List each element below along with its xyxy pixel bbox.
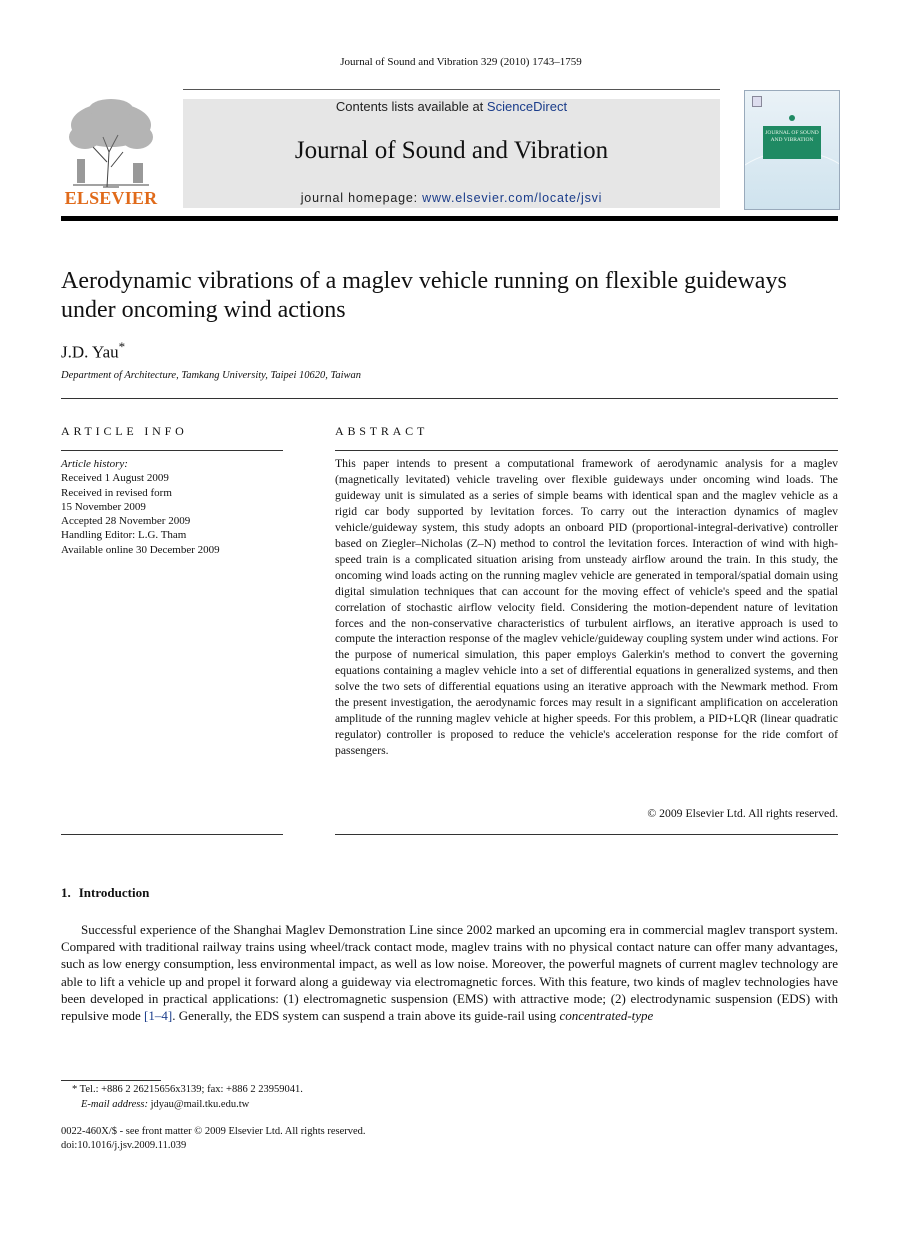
footnote-rule (61, 1080, 161, 1081)
cover-corner-mark (752, 96, 762, 107)
journal-title: Journal of Sound and Vibration (294, 137, 609, 164)
intro-italic-term: concentrated-type (559, 1008, 654, 1024)
article-title: Aerodynamic vibrations of a maglev vehicle running on flexible guideways under oncoming wind actions (61, 268, 787, 323)
history-item: Received in revised form (61, 486, 172, 499)
header-divider (183, 89, 720, 90)
cover-emblem-icon (789, 115, 795, 121)
homepage-line (183, 191, 720, 205)
doi-line[interactable]: doi:10.1016/j.jsv.2009.11.039 (61, 1140, 187, 1151)
author-affiliation: Department of Architecture, Tamkang University, Taipei 10620, Taiwan (61, 370, 362, 381)
history-item: Received 1 August 2009 (61, 472, 169, 485)
contents-prefix: Contents lists available at (335, 99, 487, 114)
history-label: Article history: (61, 458, 128, 470)
author-text: J.D. Yau (61, 342, 119, 362)
citation-link[interactable]: [1–4] (144, 1008, 173, 1024)
intro-text-part: Successful experience of the Shanghai Maglev Demonstration Line since 2002 marked an upcoming era in commercial maglev transport system. Compared with traditional railway trains using wheel/track contact mode, maglev trains with no physical contact nature can offer many advantages, such as low energy consumption, less environmental impact, as well as low noise. Moreover, the powerful magnets of current maglev technology are able to lift a vehicle up and propel it forward along a guideway via electromagnetic forces. With this feature, two kinds of maglev technologies have been developed in practical applications: (1) electromagnetic suspension (EMS) with attractive mode; (2) electrodynamic suspension (EDS) with repulsive mode (61, 922, 838, 1024)
abstract-heading: ABSTRACT (335, 424, 429, 438)
article-info-top-rule (61, 450, 283, 451)
email-label: E-mail address: (81, 1099, 148, 1110)
email-address[interactable]: jdyau@mail.tku.edu.tw (147, 1099, 250, 1110)
history-item: 15 November 2009 (61, 500, 146, 513)
abstract-text: This paper intends to present a computational framework of aerodynamic analysis for a maglev (magnetically levitated) vehicle traveling over flexible guideways under oncoming wind loads. The guideway unit is simulated as a series of simple beams with identical span and the maglev vehicle as a rigid car body supported by levitation forces. To carry out the interaction dynamics of maglev vehicle/guideway system, this study adopts an onboard PID (proportional-integral-derivative) controller based on Ziegler–Nicholas (Z–N) method to control the levitation forces. Interaction of wind with high-speed train is a complicated situation arising from unsteady airflow around the train. In this study, the oncoming wind loads acting on the running maglev vehicle are generated in temporal/spatial domain using digital simulation techniques that can account for the moving effect of vehicle's speed and the spatial correlation of stochastic airflow velocity field. Considering the motion-dependent nature of levitation forces and the non-conservative characteristics of turbulent airflows, an iterative approach is used to compute the interaction response of the maglev vehicle/guideway coupling system under wind actions. For the purpose of numerical simulation, this paper employs Galerkin's method to convert the governing equations containing a maglev vehicle into a set of differential equations in generalized systems, and then solve the two sets of differential equations using an iterative approach with the Newmark method. From the present investigation, the aerodynamic forces may result in a significant amplification on acceleration amplitude of the running maglev vehicle at higher speeds. For this problem, a PID+LQR (linear quadratic regulator) controller is proposed to reduce the vehicle's acceleration response for the ride comfort of passengers. (335, 457, 838, 758)
journal-banner (183, 99, 720, 208)
cover-title-box: JOURNAL OF SOUND AND VIBRATION (763, 126, 821, 159)
intro-text-part: . Generally, the EDS system can suspend a train above its guide-rail using (172, 1008, 560, 1024)
introduction-paragraph (61, 921, 838, 1024)
section-number: 1. (61, 885, 71, 900)
journal-cover-thumbnail[interactable] (744, 90, 840, 210)
article-info-bottom-rule (61, 834, 283, 835)
history-item: Available online 30 December 2009 (61, 543, 220, 556)
elsevier-wordmark: ELSEVIER (64, 188, 158, 208)
footnote-contact: * Tel.: +886 2 26215656x3139; fax: +886 2 23959041. (72, 1084, 303, 1095)
author-name (61, 339, 125, 363)
history-item: Accepted 28 November 2009 (61, 515, 191, 528)
elsevier-tree-icon (63, 97, 159, 189)
section-title: Introduction (78, 885, 150, 900)
contents-line (183, 99, 720, 114)
homepage-link[interactable]: www.elsevier.com/locate/jsvi (422, 191, 603, 205)
footnote-email (81, 1099, 249, 1110)
abstract-copyright: © 2009 Elsevier Ltd. All rights reserved. (647, 807, 838, 820)
article-info-heading: ARTICLE INFO (61, 424, 188, 438)
history-item: Handling Editor: L.G. Tham (61, 529, 187, 542)
abstract-bottom-rule (335, 834, 838, 835)
journal-reference: Journal of Sound and Vibration 329 (2010) 1743–1759 (340, 56, 582, 68)
elsevier-logo[interactable] (61, 97, 161, 210)
introduction-heading (61, 885, 149, 901)
cover-publisher-mark (775, 197, 815, 203)
homepage-prefix: journal homepage: (300, 191, 423, 205)
sciencedirect-link[interactable]: ScienceDirect (486, 99, 568, 114)
title-divider (61, 398, 838, 399)
abstract-top-rule (335, 450, 838, 451)
issn-line: 0022-460X/$ - see front matter © 2009 Elsevier Ltd. All rights reserved. (61, 1126, 366, 1137)
author-footnote-mark[interactable]: * (118, 339, 126, 354)
header-thick-rule (61, 216, 838, 221)
article-history (61, 457, 283, 557)
